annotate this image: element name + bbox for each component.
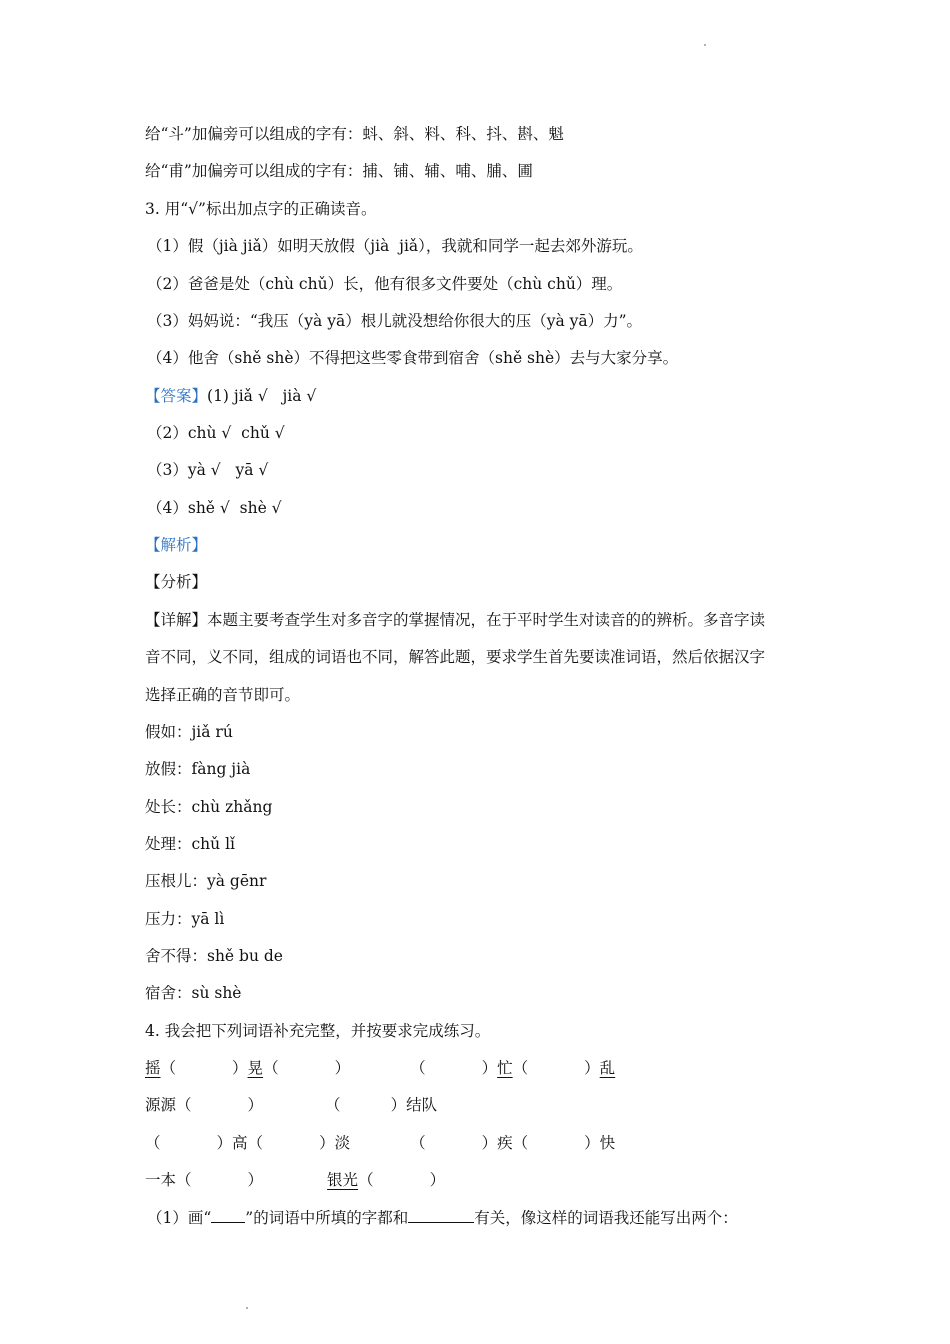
word-char: 乱 xyxy=(599,1059,616,1077)
q3-title: 3. 用“√”标出加点字的正确读音。 xyxy=(145,200,377,218)
word-text: 一本 xyxy=(145,1171,177,1189)
sub1-part-b: ”的词语中所填的字都和 xyxy=(245,1209,409,1227)
detail-text-2: 音不同，义不同，组成的词语也不同，解答此题，要求学生首先要读准词语，然后依据汉字 xyxy=(145,648,766,666)
scan-dot xyxy=(704,44,706,46)
word-char: 高 xyxy=(232,1134,248,1152)
pinyin-2: 放假：fàng jià xyxy=(145,760,251,778)
answer-line-1 xyxy=(145,386,316,406)
q3-item-2: （2）爸爸是处（chù chǔ）长，他有很多文件要处（chù chǔ）理。 xyxy=(147,275,623,293)
pinyin-6: 压力：yā lì xyxy=(145,910,225,928)
answer-4: （4）shě √ shè √ xyxy=(147,499,282,517)
fenxi-tag: 【分析】 xyxy=(145,573,208,591)
answer-tag: 【答案】 xyxy=(145,387,208,405)
detail-tag: 【详解】 xyxy=(145,611,208,629)
q4-title: 4. 我会把下列词语补充完整，并按要求完成练习。 xyxy=(145,1022,491,1040)
pinyin-1: 假如：jiǎ rú xyxy=(145,723,233,741)
word-text: 结队 xyxy=(406,1096,438,1114)
pinyin-4: 处理：chǔ lǐ xyxy=(145,835,235,853)
q2-result-fu: 给“甫”加偏旁可以组成的字有：捕、铺、辅、哺、脯、圃 xyxy=(145,162,533,180)
word-char: 摇 xyxy=(145,1059,161,1077)
answer-3: （3）yà √ yā √ xyxy=(147,461,269,479)
detail-text-3: 选择正确的音节即可。 xyxy=(145,686,301,704)
pinyin-5: 压根儿：yà gēnr xyxy=(145,872,267,890)
word-char: 晃 xyxy=(247,1059,264,1077)
q4-row-1: 摇（ ）晃（ ） （ ）忙（ ）乱 xyxy=(145,1059,616,1077)
q4-row-2: 源源（ ） （ ）结队 xyxy=(145,1096,438,1114)
q3-item-4: （4）他舍（shě shè）不得把这些零食带到宿舍（shě shè）去与大家分享。 xyxy=(147,349,679,367)
q3-item-1: （1）假（jià jiǎ）如明天放假（jià jiǎ），我就和同学一起去郊外游玩。 xyxy=(147,237,643,255)
underline-sample xyxy=(211,1208,245,1223)
analysis-tag: 【解析】 xyxy=(145,536,208,554)
answer-blank[interactable] xyxy=(408,1208,474,1223)
word-text: 源源 xyxy=(145,1096,177,1114)
q4-row-4: 一本（ ） 银光（ ） xyxy=(145,1171,446,1189)
word-char: 淡 xyxy=(334,1134,351,1152)
sub1-part-a: （1）画“ xyxy=(147,1209,212,1227)
pinyin-8: 宿舍：sù shè xyxy=(145,984,242,1002)
word-char: 快 xyxy=(599,1134,616,1152)
q3-item-3: （3）妈妈说：“我压（yà yā）根儿就没想给你很大的压（yà yā）力”。 xyxy=(147,312,643,330)
detail-line-1 xyxy=(145,610,765,630)
detail-text-1: 本题主要考查学生对多音字的掌握情况，在于平时学生对读音的的辨析。多音字读 xyxy=(207,611,766,629)
pinyin-3: 处长：chù zhǎng xyxy=(145,798,273,816)
q4-sub-1 xyxy=(147,1208,738,1228)
q4-row-3: （ ）高（ ）淡 （ ）疾（ ）快 xyxy=(145,1134,616,1152)
scan-dot xyxy=(246,1307,248,1309)
word-char: 忙 xyxy=(497,1059,513,1077)
sub1-part-c: 有关，像这样的词语我还能写出两个： xyxy=(474,1209,738,1227)
answer-1: (1) jiǎ √ jià √ xyxy=(207,387,317,405)
word-text: 银光 xyxy=(327,1171,359,1189)
answer-2: （2）chù √ chǔ √ xyxy=(147,424,285,442)
pinyin-7: 舍不得：shě bu de xyxy=(145,947,283,965)
word-char: 疾 xyxy=(497,1134,513,1152)
q2-result-dou: 给“斗”加偏旁可以组成的字有：蚪、斜、料、科、抖、斟、魁 xyxy=(145,125,564,143)
